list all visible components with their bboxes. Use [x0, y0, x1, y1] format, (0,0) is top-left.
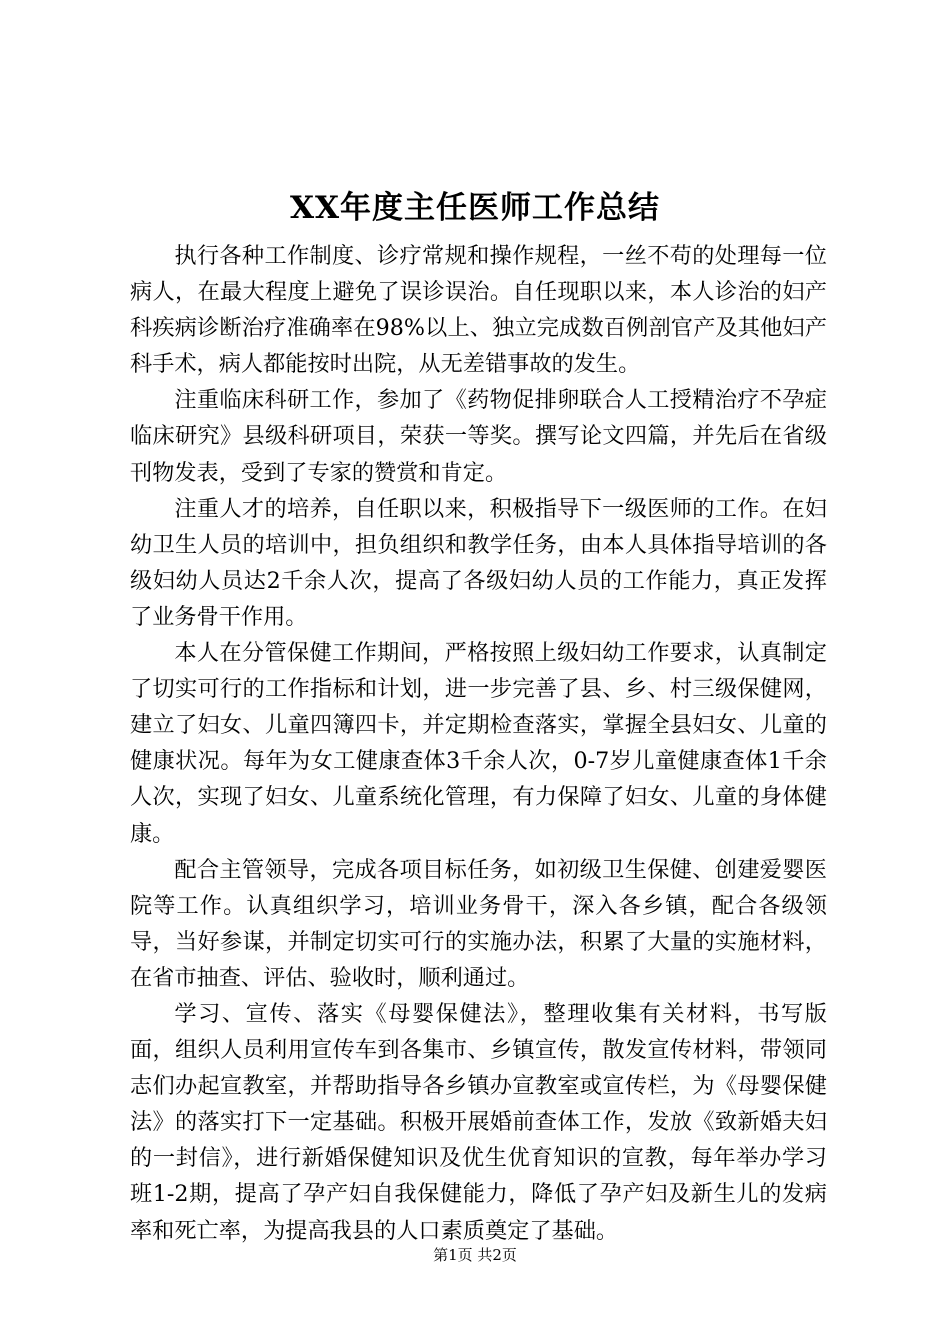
paragraph: 配合主管领导，完成各项目标任务，如初级卫生保健、创建爱婴医院等工作。认真组织学习，培训业务骨干，深入各乡镇，配合各级领导，当好参谋，并制定切实可行的实施办法，积累了大量的实施材料，在省市抽查、评估、验收时，顺利通过。 [130, 856, 827, 991]
paragraph: 学习、宣传、落实《母婴保健法》，整理收集有关材料，书写版面，组织人员利用宣传车到各集市、乡镇宣传，散发宣传材料，带领同志们办起宣教室，并帮助指导各乡镇办宣教室或宣传栏，为《母婴保健法》的落实打下一定基础。积极开展婚前查体工作，发放《致新婚夫妇的一封信》，进行新婚保健知识及优生优育知识的宣教，每年举办学习班1-2期，提高了孕产妇自我保健能力，降低了孕产妇及新生儿的发病率和死亡率，为提高我县的人口素质奠定了基础。 [130, 1000, 827, 1244]
paragraph: 注重人才的培养，自任职以来，积极指导下一级医师的工作。在妇幼卫生人员的培训中，担负组织和教学任务，由本人具体指导培训的各级妇幼人员达2千余人次，提高了各级妇幼人员的工作能力，真正发挥了业务骨干作用。 [130, 495, 827, 630]
paragraph: 注重临床科研工作，参加了《药物促排卵联合人工授精治疗不孕症临床研究》县级科研项目，荣获一等奖。撰写论文四篇，并先后在省级刊物发表，受到了专家的赞赏和肯定。 [130, 387, 827, 486]
document-body [130, 238, 827, 1249]
page-number-footer: 第1页 共2页 [433, 1246, 517, 1264]
document-title: XX年度主任医师工作总结 [289, 190, 661, 226]
paragraph: 执行各种工作制度、诊疗常规和操作规程，一丝不苟的处理每一位病人，在最大程度上避免了误诊误治。自任现职以来，本人诊治的妇产科疾病诊断治疗准确率在98%以上、独立完成数百例剖官产及其他妇产科手术，病人都能按时出院，从无差错事故的发生。 [130, 243, 827, 378]
paragraph: 本人在分管保健工作期间，严格按照上级妇幼工作要求，认真制定了切实可行的工作指标和计划，进一步完善了县、乡、村三级保健网，建立了妇女、儿童四簿四卡，并定期检查落实，掌握全县妇女、儿童的健康状况。每年为女工健康查体3千余人次，0-7岁儿童健康查体1千余人次，实现了妇女、儿童系统化管理，有力保障了妇女、儿童的身体健康。 [130, 640, 827, 847]
